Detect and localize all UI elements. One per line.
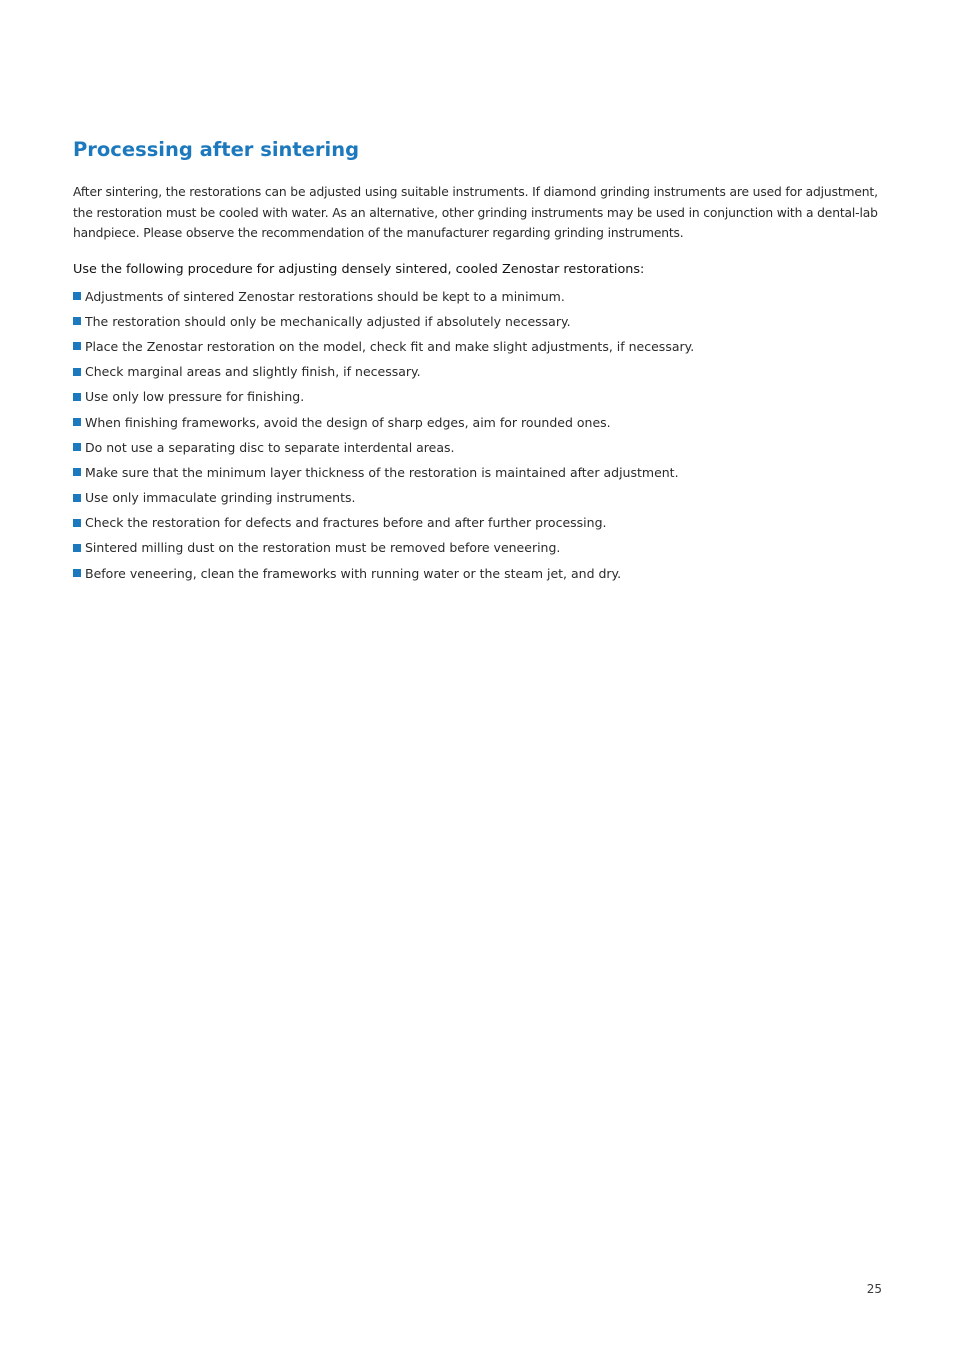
- square-bullet-icon: [73, 317, 81, 325]
- list-item-text: Before veneering, clean the frameworks with running water or the steam jet, and dry.: [85, 565, 622, 581]
- list-item-text: Make sure that the minimum layer thickness of the restoration is maintained after adjustment.: [85, 464, 679, 480]
- square-bullet-icon: [73, 393, 81, 401]
- square-bullet-icon: [73, 494, 81, 502]
- list-item: [73, 359, 885, 384]
- list-item-text: Check marginal areas and slightly finish, if necessary.: [85, 364, 421, 380]
- list-item-text: Use only immaculate grinding instruments.: [85, 490, 356, 506]
- square-bullet-icon: [73, 443, 81, 451]
- page-number: 25: [866, 1282, 882, 1296]
- page-title: Processing after sintering: [73, 138, 360, 161]
- list-item-text: Place the Zenostar restoration on the model, check fit and make slight adjustments, if necessary.: [85, 338, 695, 354]
- list-item: [73, 384, 885, 409]
- page-content: [73, 136, 885, 586]
- list-item: [73, 409, 885, 434]
- procedure-heading: Use the following procedure for adjusting densely sintered, cooled Zenostar restorations:: [73, 261, 645, 277]
- list-item-text: Do not use a separating disc to separate interdental areas.: [85, 439, 455, 455]
- square-bullet-icon: [73, 418, 81, 426]
- list-item: [73, 561, 885, 586]
- procedure-list: [73, 284, 885, 586]
- square-bullet-icon: [73, 342, 81, 350]
- list-item: [73, 510, 885, 535]
- list-item: [73, 485, 885, 510]
- list-item-text: When finishing frameworks, avoid the design of sharp edges, aim for rounded ones.: [85, 414, 611, 430]
- list-item: [73, 334, 885, 359]
- list-item: [73, 460, 885, 485]
- list-item-text: The restoration should only be mechanically adjusted if absolutely necessary.: [85, 313, 571, 329]
- list-item-text: Use only low pressure for finishing.: [85, 389, 305, 405]
- square-bullet-icon: [73, 544, 81, 552]
- intro-paragraph: After sintering, the restorations can be adjusted using suitable instruments. If diamond grinding instruments are used for adjustment, the restoration must be cooled with water. As an alternative, other grinding instruments may be used in conjunction with a dental-lab handpiece. Please observe the recommendation of the manufacturer regarding grinding instruments.: [73, 185, 878, 240]
- square-bullet-icon: [73, 292, 81, 300]
- list-item: [73, 435, 885, 460]
- list-item-text: Adjustments of sintered Zenostar restorations should be kept to a minimum.: [85, 288, 565, 304]
- square-bullet-icon: [73, 468, 81, 476]
- list-item-text: Sintered milling dust on the restoration must be removed before veneering.: [85, 540, 561, 556]
- list-item: [73, 309, 885, 334]
- square-bullet-icon: [73, 569, 81, 577]
- list-item-text: Check the restoration for defects and fractures before and after further processing.: [85, 515, 607, 531]
- square-bullet-icon: [73, 519, 81, 527]
- list-item: [73, 284, 885, 309]
- square-bullet-icon: [73, 368, 81, 376]
- list-item: [73, 535, 885, 560]
